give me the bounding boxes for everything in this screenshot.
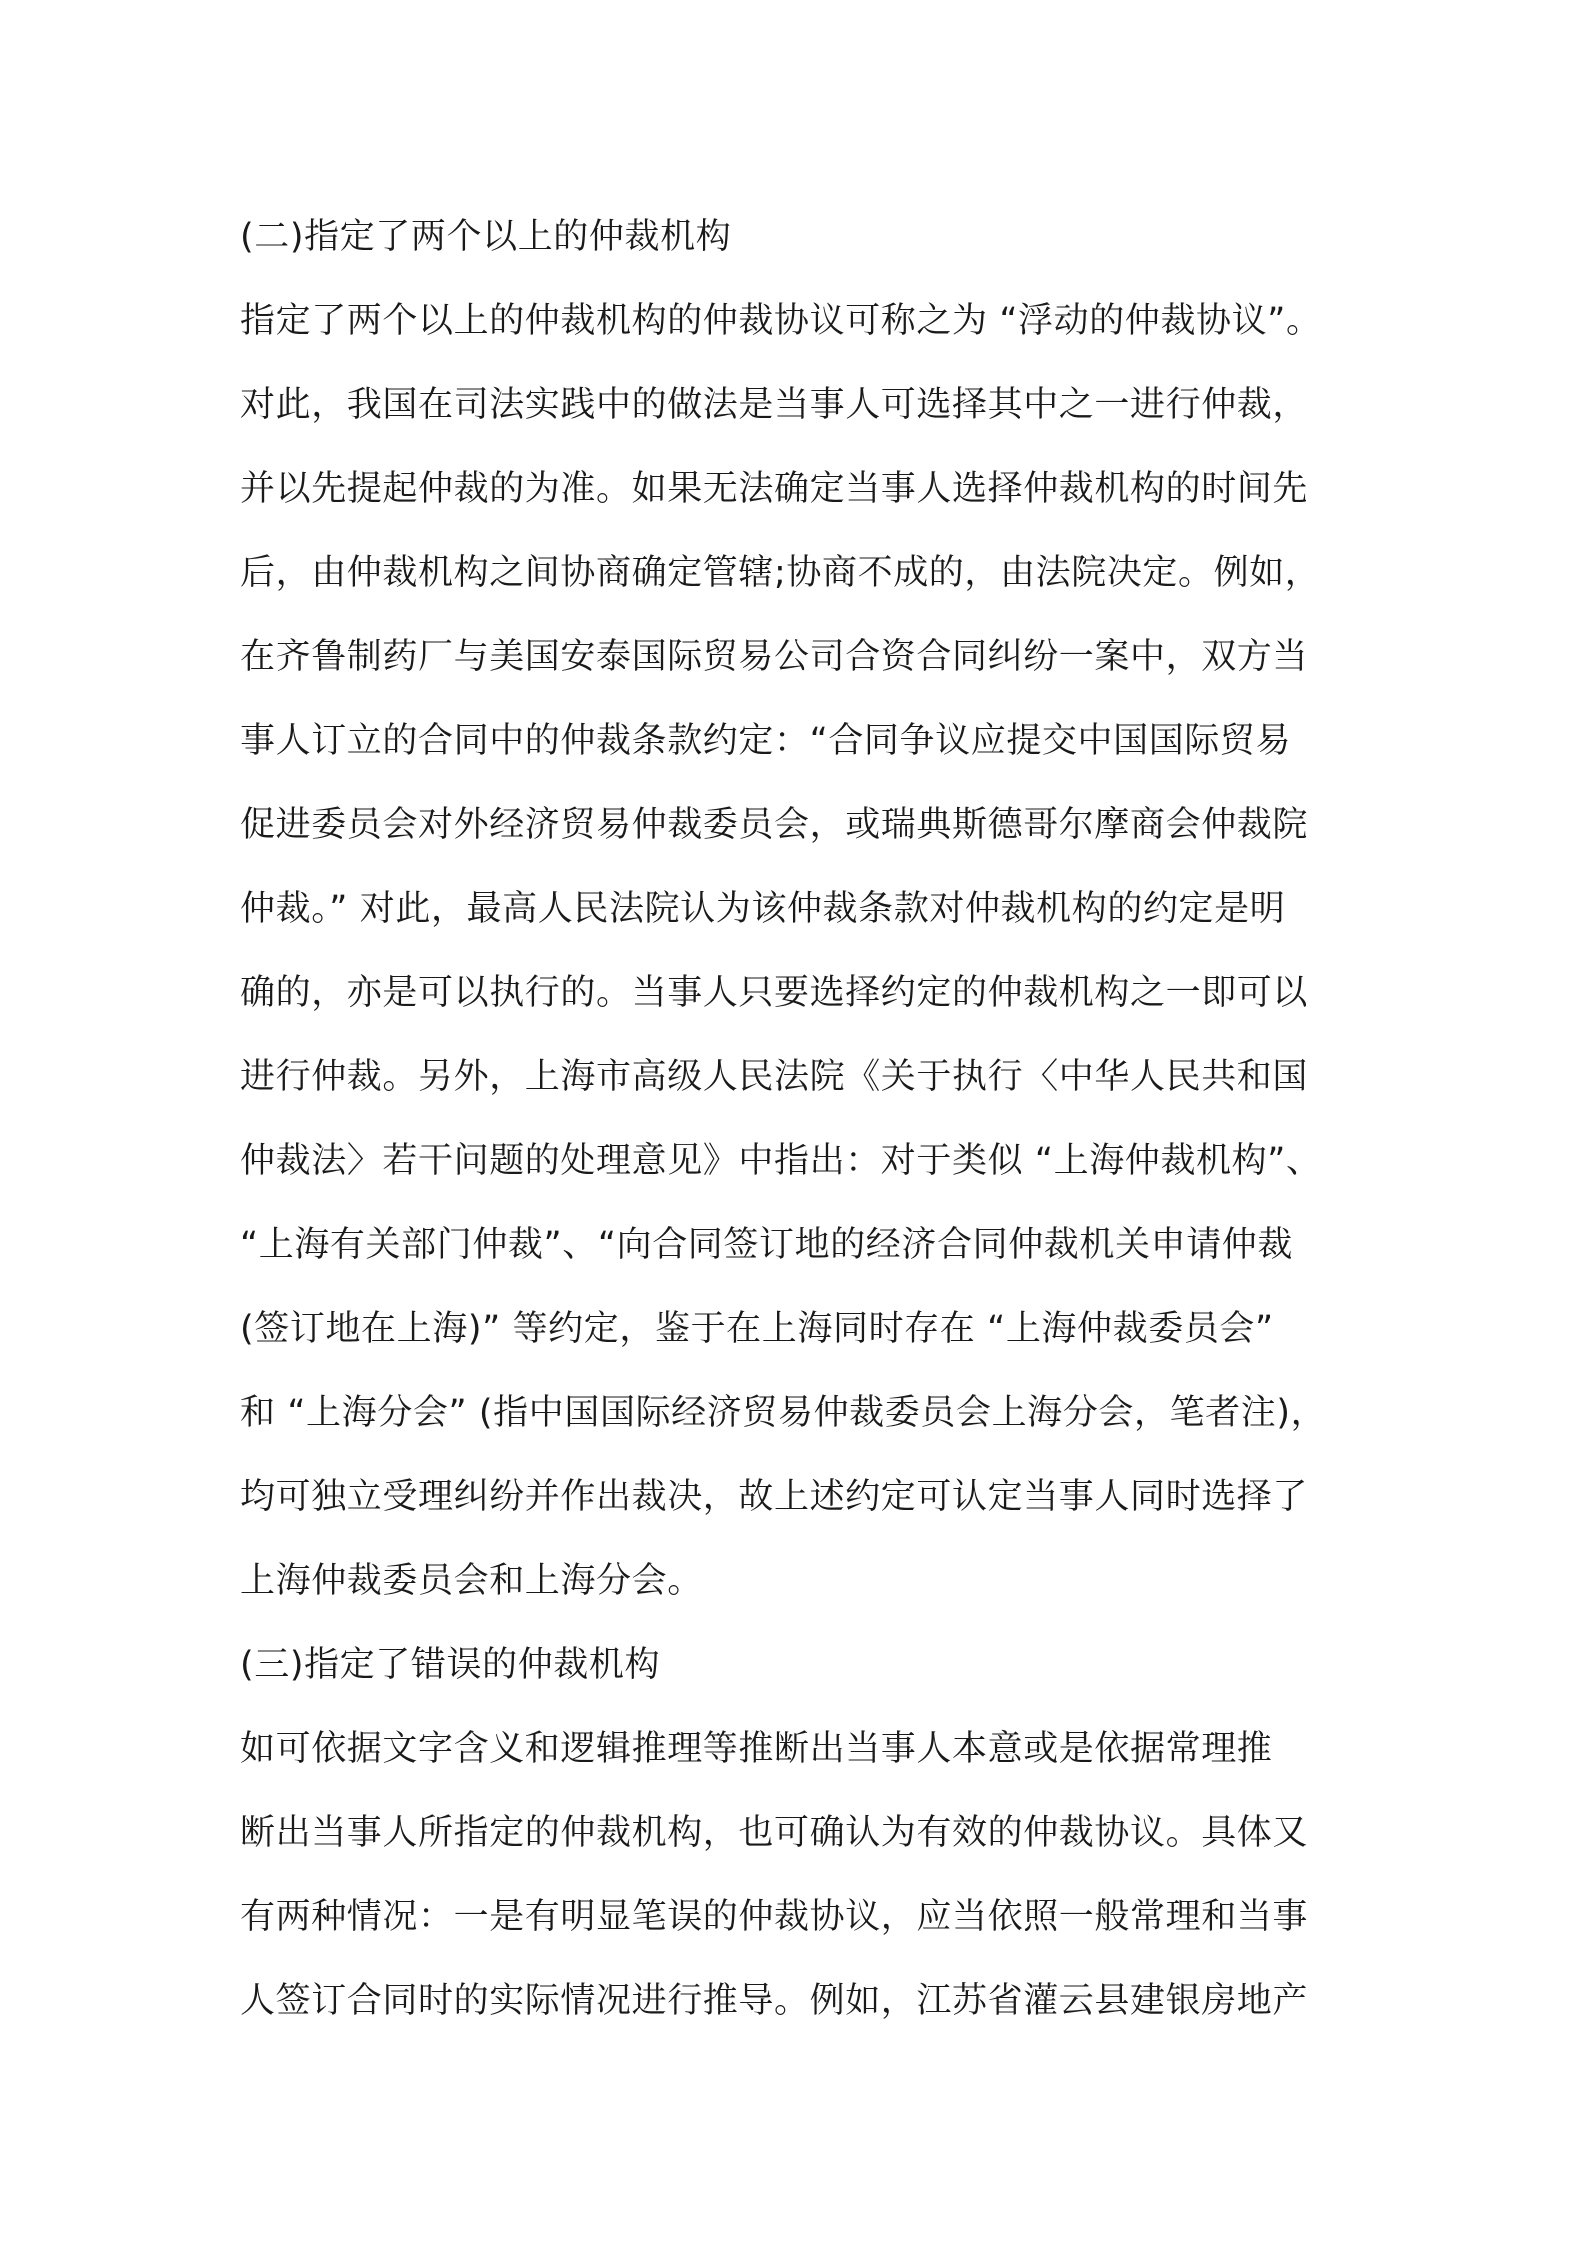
section-heading: (三)指定了错误的仲裁机构 — [240, 1645, 661, 1685]
paragraph-line: 均可独立受理纠纷并作出裁决，故上述约定可认定当事人同时选择了 — [240, 1477, 1309, 1517]
paragraph-line: 和 “上海分会” (指中国国际经济贸易仲裁委员会上海分会，笔者注)， — [240, 1393, 1327, 1433]
paragraph-line: 上海仲裁委员会和上海分会。 — [240, 1561, 703, 1601]
paragraph-line: 断出当事人所指定的仲裁机构，也可确认为有效的仲裁协议。具体又 — [240, 1813, 1309, 1853]
paragraph-line: 对此，我国在司法实践中的做法是当事人可选择其中之一进行仲裁， — [240, 385, 1309, 425]
paragraph-line: 人签订合同时的实际情况进行推导。例如，江苏省灌云县建银房地产 — [240, 1981, 1309, 2021]
paragraph-line: 促进委员会对外经济贸易仲裁委员会，或瑞典斯德哥尔摩商会仲裁院 — [240, 805, 1309, 845]
paragraph-line: 仲裁法〉若干问题的处理意见》中指出：对于类似 “上海仲裁机构”、 — [240, 1141, 1322, 1181]
document-body — [240, 195, 1360, 2043]
paragraph-line: 后，由仲裁机构之间协商确定管辖;协商不成的，由法院决定。例如， — [240, 553, 1321, 593]
paragraph-line: 确的，亦是可以执行的。当事人只要选择约定的仲裁机构之一即可以 — [240, 973, 1309, 1013]
paragraph-line: 指定了两个以上的仲裁机构的仲裁协议可称之为 “浮动的仲裁协议”。 — [240, 301, 1322, 341]
paragraph-line: 事人订立的合同中的仲裁条款约定：“合同争议应提交中国国际贸易 — [240, 721, 1292, 761]
paragraph-line: 并以先提起仲裁的为准。如果无法确定当事人选择仲裁机构的时间先 — [240, 469, 1309, 509]
paragraph-line: “上海有关部门仲裁”、“向合同签订地的经济合同仲裁机关申请仲裁 — [240, 1225, 1293, 1265]
paragraph-line: 在齐鲁制药厂与美国安泰国际贸易公司合资合同纠纷一案中，双方当 — [240, 637, 1309, 677]
paragraph-line: 仲裁。” 对此，最高人民法院认为该仲裁条款对仲裁机构的约定是明 — [240, 889, 1286, 929]
paragraph-line: 进行仲裁。另外，上海市高级人民法院《关于执行〈中华人民共和国 — [240, 1057, 1309, 1097]
section-heading: (二)指定了两个以上的仲裁机构 — [240, 217, 732, 257]
paragraph-line: (签订地在上海)” 等约定，鉴于在上海同时存在 “上海仲裁委员会” — [240, 1309, 1274, 1349]
paragraph-line: 有两种情况：一是有明显笔误的仲裁协议，应当依照一般常理和当事 — [240, 1897, 1309, 1937]
paragraph-line: 如可依据文字含义和逻辑推理等推断出当事人本意或是依据常理推 — [240, 1729, 1273, 1769]
